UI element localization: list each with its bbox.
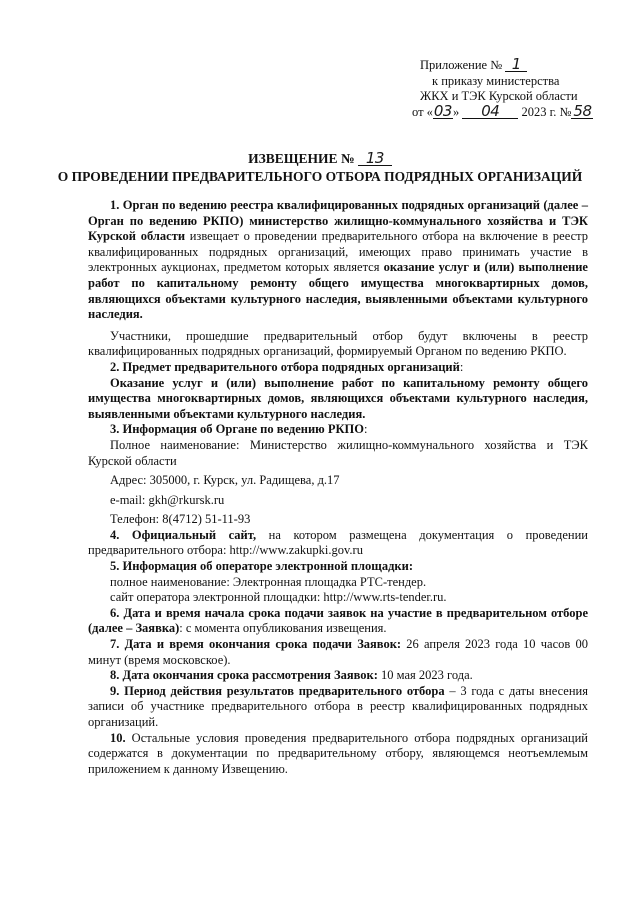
appendix-line-3: ЖКХ и ТЭК Курской области — [420, 89, 578, 103]
appendix-label: Приложение № — [420, 58, 503, 72]
section-1 — [88, 198, 588, 323]
date-prefix: от « — [412, 104, 433, 119]
section-8 — [88, 668, 588, 684]
section-4 — [88, 528, 588, 559]
order-number-handwritten: 58 — [573, 101, 592, 120]
section-3-title: 3. Информация об Органе по ведению РКПО — [110, 422, 364, 437]
section-1-subject: оказание услуг и (или) выполнение работ по капитальному ремонту общего имущества многоквартирных домов, являющихся объектами культурного наследия, выявленными объектами культурного наследия. — [88, 260, 588, 322]
notice-label: ИЗВЕЩЕНИЕ № — [248, 151, 355, 166]
document-body — [88, 198, 588, 777]
month-handwritten: 04 — [462, 105, 518, 119]
section-10-text: Остальные условия проведения предварительного отбора подрядных организаций содержатся в документации по предварительному отбору, являющемся неотъемлемым приложением к данному Извещению. — [88, 730, 588, 776]
section-7-title: 7. Дата и время окончания срока подачи Заявок: — [110, 637, 402, 652]
appendix-date-line — [412, 101, 620, 121]
section-9 — [88, 684, 588, 731]
section-3-address: Адрес: 305000, г. Курск, ул. Радищева, д.17 — [110, 473, 340, 488]
participants-paragraph: Участники, прошедшие предварительный отбор будут включены в реестр квалифицированных подрядных организаций, формируемый Органом по ведению РКПО. — [88, 328, 588, 359]
section-10 — [88, 731, 588, 778]
section-2-text: Оказание услуг и (или) выполнение работ по капитальному ремонту общего имущества многоквартирных домов, являющихся объектами культурного наследия, выявленными объектами культурного наследия. — [88, 375, 588, 421]
year-and-number-label: 2023 г. № — [521, 104, 572, 119]
section-9-title: 9. Период действия результатов предварительного отбора — [110, 683, 445, 698]
section-2-title: 2. Предмет предварительного отбора подрядных организаций — [110, 359, 460, 374]
section-5-name: полное наименование: Электронная площадка РТС-тендер. — [110, 574, 427, 589]
section-2-heading — [88, 360, 588, 376]
section-3-heading — [88, 422, 588, 438]
section-4-text: на котором размещена документация о проведении предварительного отбора: http://www.zakupki.gov.ru — [88, 527, 588, 558]
section-2-colon: : — [459, 359, 464, 374]
section-3-colon: : — [363, 422, 368, 437]
section-3-name: Полное наименование: Министерство жилищно-коммунального хозяйства и ТЭК Курской области — [88, 437, 588, 468]
section-4-title: 4. Официальный сайт, — [110, 527, 257, 542]
notice-subtitle: О ПРОВЕДЕНИИ ПРЕДВАРИТЕЛЬНОГО ОТБОРА ПОДРЯДНЫХ ОРГАНИЗАЦИЙ — [57, 169, 583, 184]
notice-title — [40, 150, 600, 167]
section-9-text: – 3 года с даты внесения записи об участнике предварительного отбора в реестр квалифицированных подрядных организаций. — [88, 683, 588, 729]
section-6-title: 6. Дата и время начала срока подачи заявок на участие в предварительном отборе (далее – Заявка) — [88, 605, 588, 636]
section-1-text: извещает о проведении предварительного отбора на включение в реестр квалифицированных подрядных организаций, имеющих право принимать участие в электронных аукционах, предметом которых является — [88, 229, 588, 275]
section-5-heading: 5. Информация об операторе электронной площадки: — [110, 559, 413, 574]
section-7 — [88, 637, 588, 668]
appendix-header — [412, 55, 620, 120]
section-3-phone: Телефон: 8(4712) 51-11-93 — [110, 512, 251, 527]
section-3-email: e-mail: gkh@rkursk.ru — [110, 492, 225, 507]
section-8-title: 8. Дата окончания срока рассмотрения Заявок: — [110, 668, 378, 683]
section-6-text: : с момента опубликования извещения. — [179, 621, 387, 636]
section-10-title: 10. — [110, 730, 126, 745]
section-8-text: 10 мая 2023 года. — [377, 668, 473, 683]
notice-number-handwritten: 13 — [358, 152, 392, 166]
day-handwritten: 03 — [433, 101, 452, 120]
section-6 — [88, 606, 588, 637]
section-5-site: сайт оператора электронной площадки: http://www.rts-tender.ru. — [110, 590, 447, 605]
section-1-lead: 1. Орган по ведению реестра квалифицированных подрядных организаций (далее – Орган по ведению РКПО) министерство жилищно-коммунального хозяйства и ТЭК Курской области — [88, 198, 588, 244]
appendix-number-handwritten: 1 — [505, 58, 527, 72]
appendix-line-2: к приказу министерства — [432, 73, 560, 88]
date-quote: » — [452, 104, 460, 119]
appendix-line-1 — [420, 55, 620, 74]
section-7-text: 26 апреля 2023 года 10 часов 00 минут (время московское). — [88, 637, 588, 667]
